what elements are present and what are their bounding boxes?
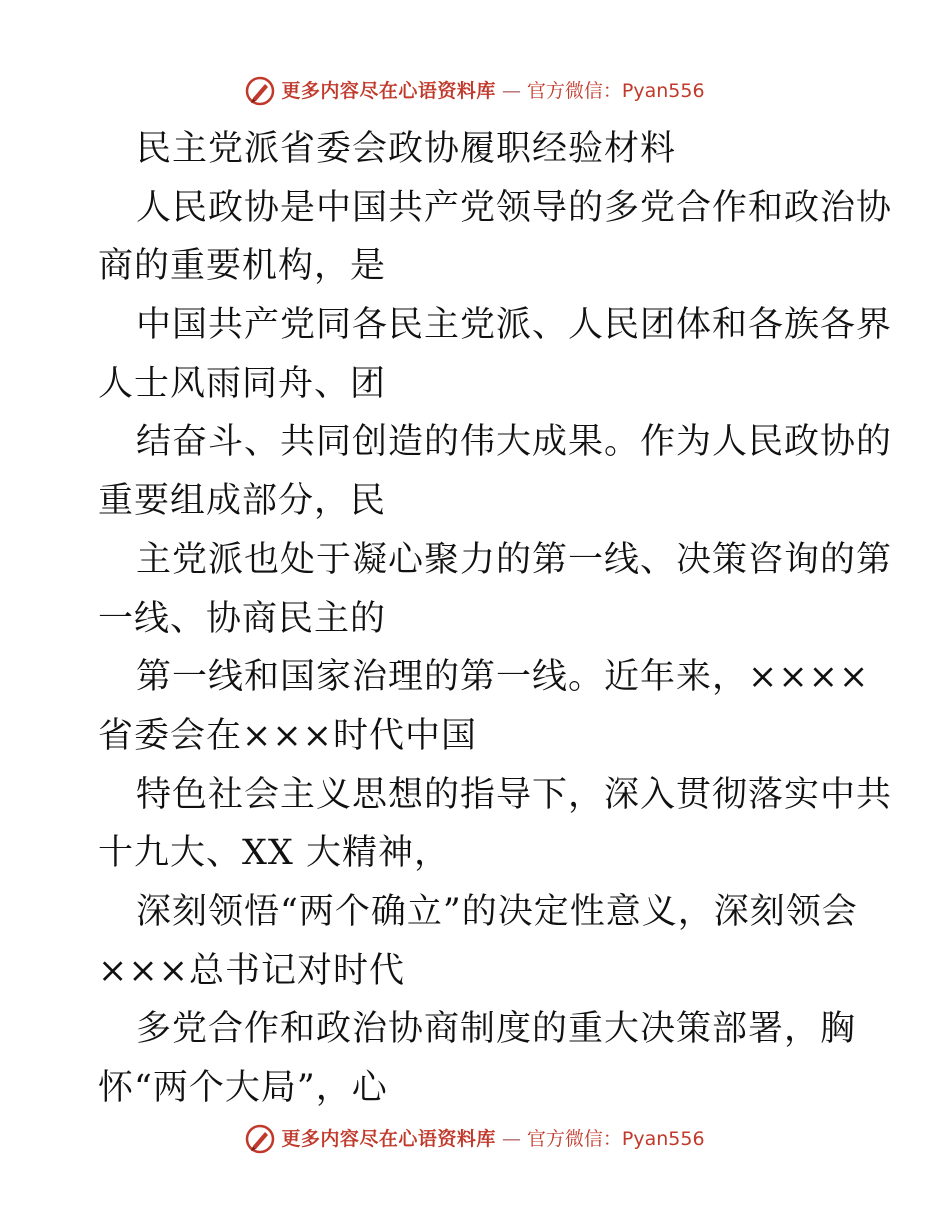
paragraph-line: 省委会在×××时代中国 [98,715,477,756]
paragraph-line: ×××总书记对时代 [98,950,405,991]
paragraph-line: 十九大、XX 大精神， [98,833,450,874]
paragraph-line: 特色社会主义思想的指导下，深入贯彻落实中共 [136,774,893,815]
banner-main-text: 更多内容尽在心语资料库 [281,80,496,102]
paragraph-line: 中国共产党同各民主党派、人民团体和各族各界 [136,305,893,346]
pen-logo-icon [245,76,275,106]
paragraph-line: 人民政协是中国共产党领导的多党合作和政治协 [136,187,893,228]
footer-banner [0,1124,950,1154]
paragraph-line: 深刻领悟“两个确立”的决定性意义，深刻领会 [136,891,858,932]
header-banner [0,76,950,106]
paragraph-line: 结奋斗、共同创造的伟大成果。作为人民政协的 [136,422,893,463]
banner-main-text: 更多内容尽在心语资料库 [281,1128,496,1150]
document-body [98,120,893,1118]
banner-wechat-text: 官方微信：Pyan556 [526,80,705,102]
document-title: 民主党派省委会政协履职经验材料 [136,129,677,169]
banner-wechat-text: 官方微信：Pyan556 [526,1128,705,1150]
paragraph-line: 第一线和国家治理的第一线。近年来，×××× [136,657,870,698]
paragraph-line: 主党派也处于凝心聚力的第一线、决策咨询的第 [136,539,893,580]
banner-separator: — [501,80,521,102]
paragraph-line: 怀“两个大局”，心 [98,1068,388,1108]
paragraph-line: 商的重要机构，是 [98,246,387,287]
pen-logo-icon [245,1124,275,1154]
paragraph-line: 多党合作和政治协商制度的重大决策部署，胸 [136,1009,857,1050]
banner-separator: — [501,1128,521,1150]
paragraph-line: 人士风雨同舟、团 [98,363,387,404]
paragraph-line: 重要组成部分，民 [98,481,387,522]
paragraph-line: 一线、协商民主的 [98,598,387,639]
